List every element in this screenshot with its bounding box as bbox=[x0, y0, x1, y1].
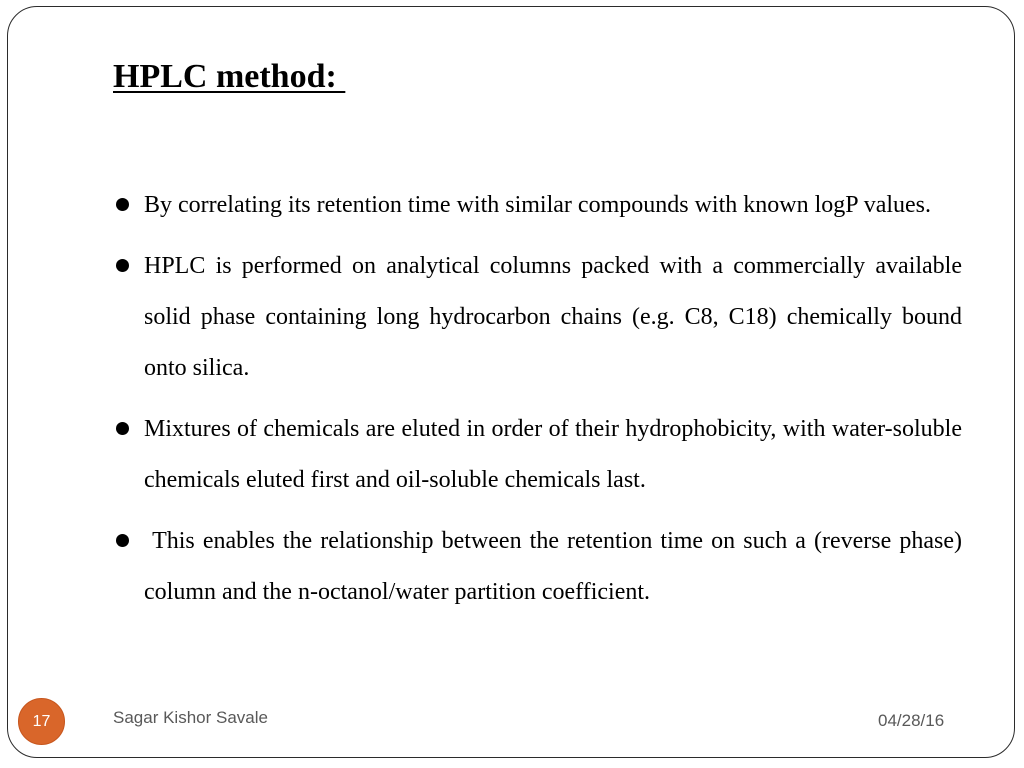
slide-title: HPLC method: bbox=[113, 58, 346, 95]
slide-number-badge bbox=[18, 698, 65, 745]
bullet-text: Mixtures of chemicals are eluted in order of their hydrophobicity, with water-soluble chemicals eluted first and oil-soluble chemicals last. bbox=[144, 416, 962, 493]
footer-author: Sagar Kishor Savale bbox=[113, 708, 268, 727]
bullet-dot-icon bbox=[116, 259, 129, 272]
slide-number: 17 bbox=[32, 712, 51, 730]
bullet-item bbox=[115, 404, 962, 506]
bullet-list bbox=[115, 180, 968, 628]
bullet-dot-icon bbox=[116, 198, 129, 211]
bullet-item bbox=[115, 180, 962, 231]
footer-date: 04/28/16 bbox=[878, 711, 945, 730]
bullet-item bbox=[115, 516, 968, 618]
bullet-item bbox=[115, 241, 962, 394]
bullet-text: HPLC is performed on analytical columns packed with a commercially available solid phase containing long hydrocarbon chains (e.g. C8, C18) chemically bound onto silica. bbox=[144, 253, 962, 381]
bullet-text: By correlating its retention time with similar compounds with known logP values. bbox=[144, 192, 932, 218]
bullet-dot-icon bbox=[116, 534, 129, 547]
bullet-text: This enables the relationship between the retention time on such a (reverse phase) column and the n-octanol/water partition coefficient. bbox=[144, 528, 968, 605]
bullet-dot-icon bbox=[116, 422, 129, 435]
